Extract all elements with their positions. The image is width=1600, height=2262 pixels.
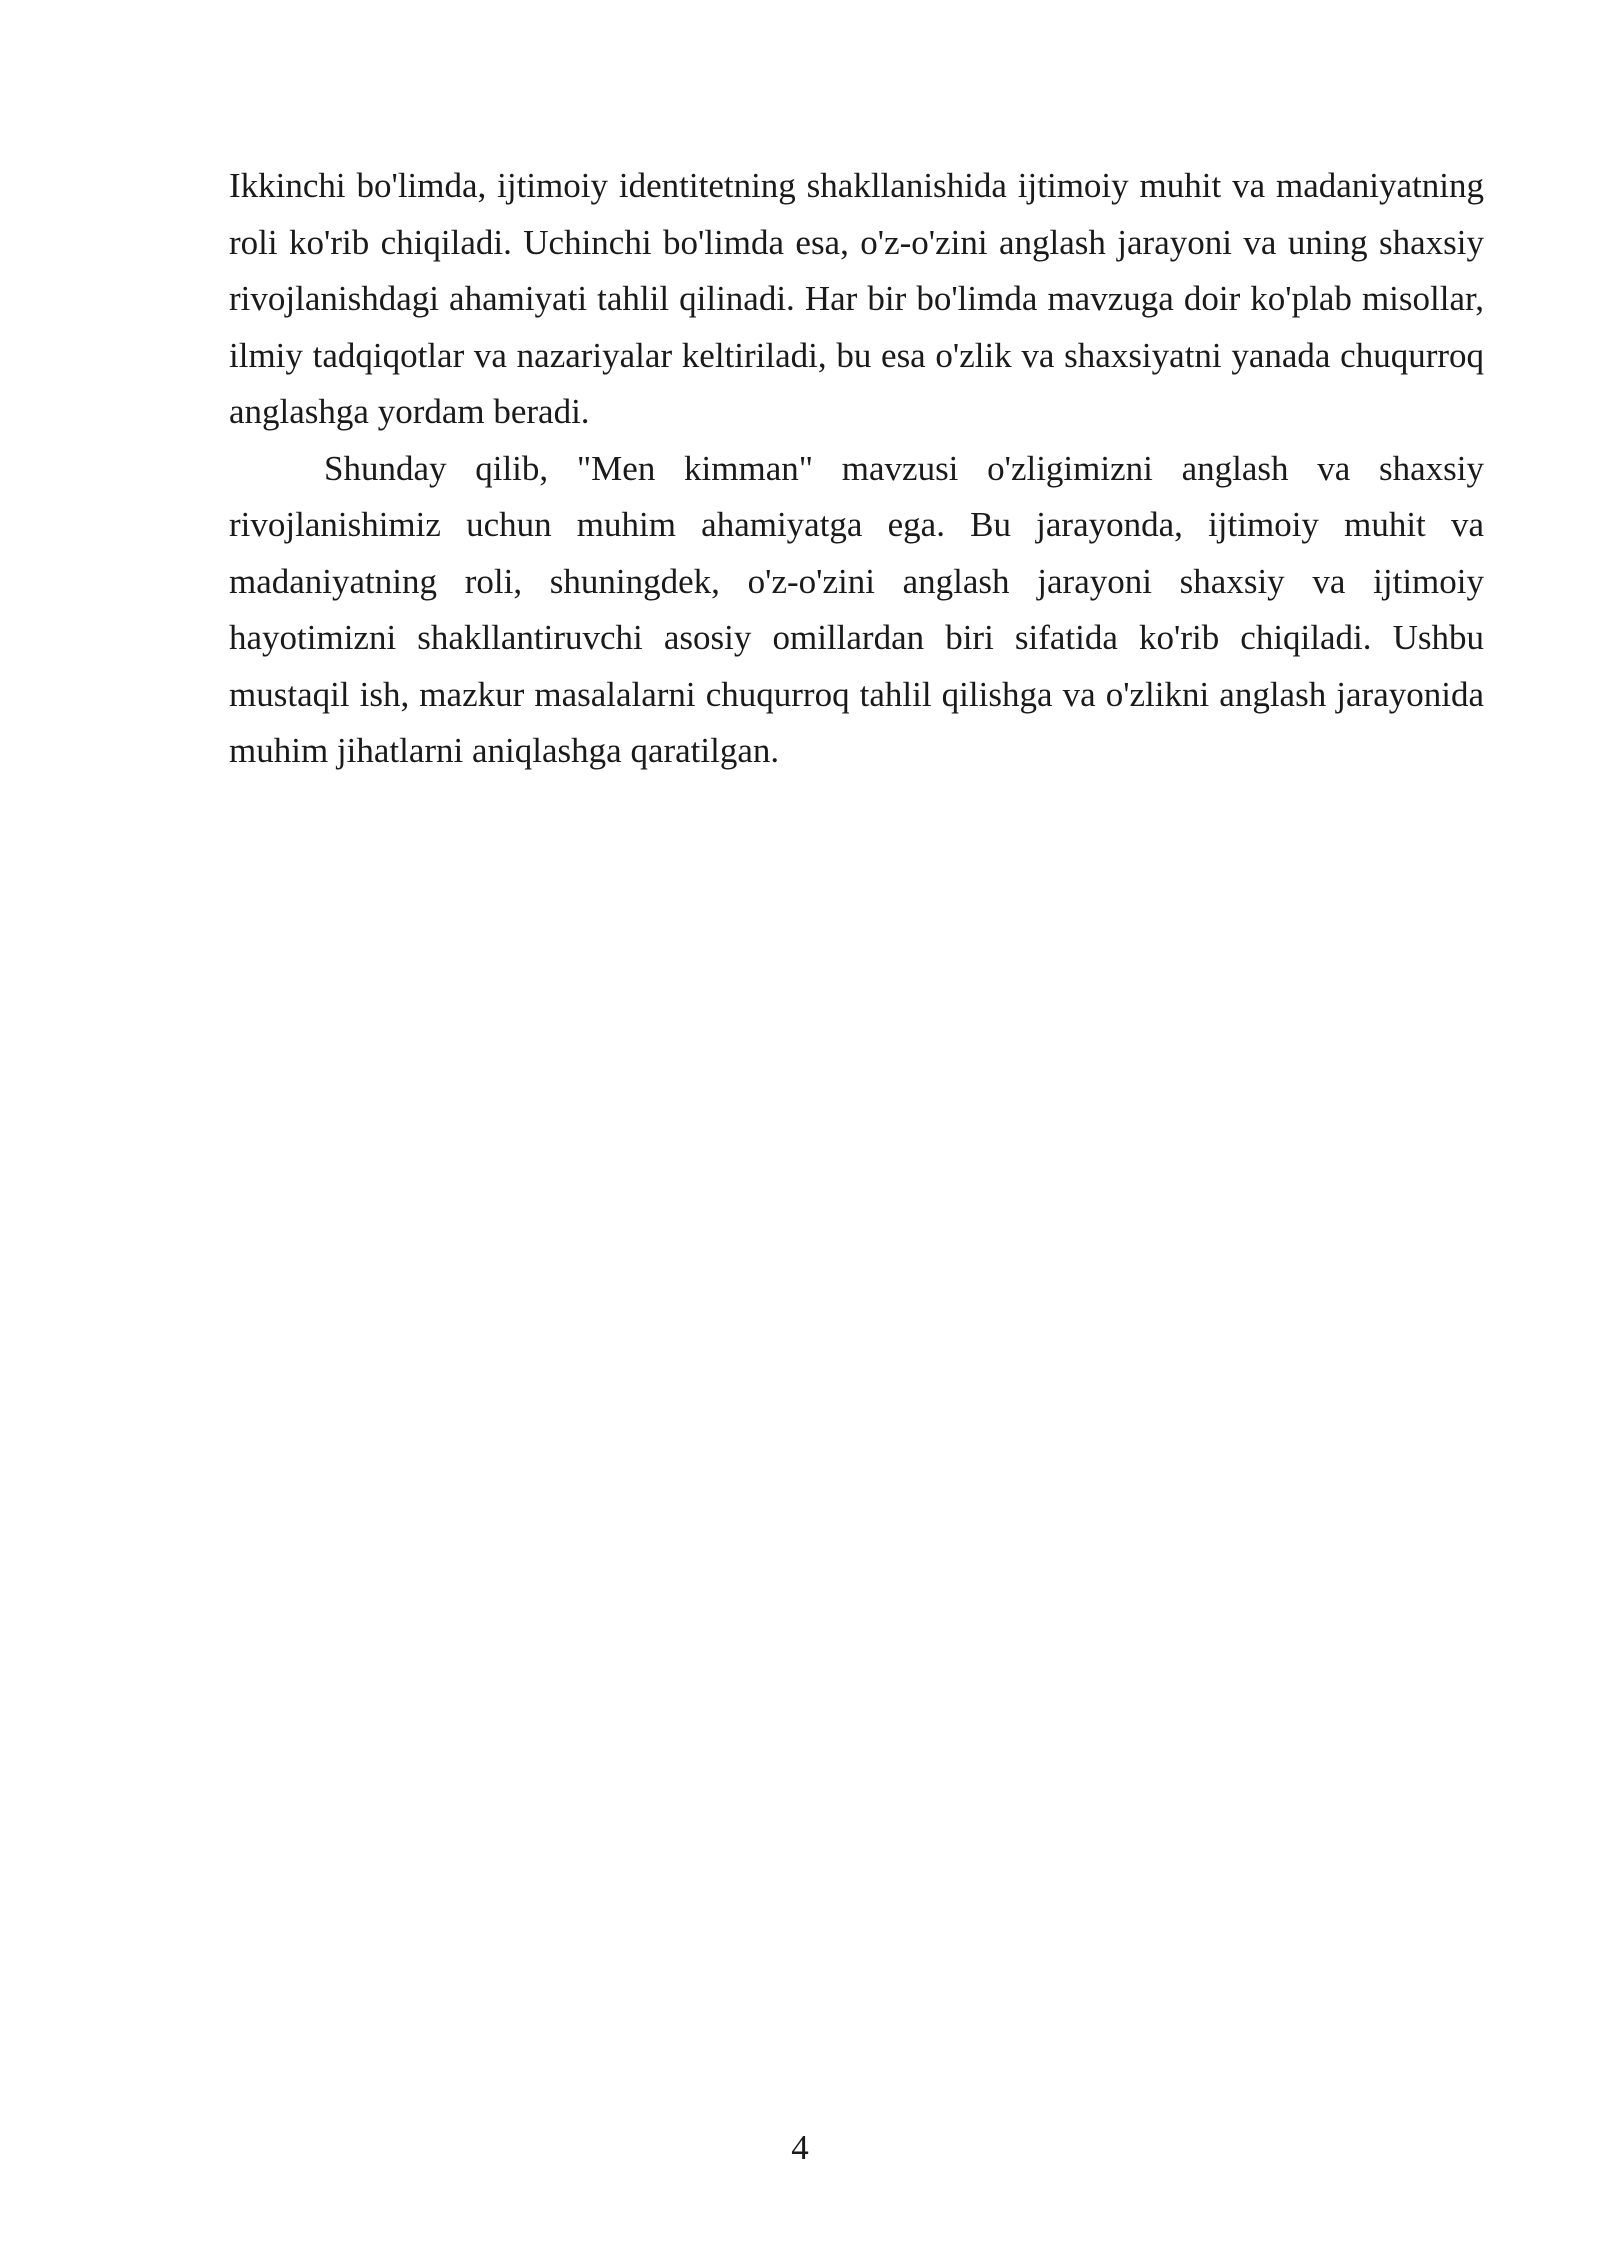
page-body — [229, 158, 1484, 780]
page-number: 4 — [791, 2128, 809, 2167]
paragraph-sections-overview: Ikkinchi bo'limda, ijtimoiy identitetning shakllanishida ijtimoiy muhit va madaniyatning roli ko'rib chiqiladi. Uchinchi bo'limda esa, o'z-o'zini anglash jarayoni va uning shaxsiy rivojlanishdagi ahamiyati tahlil qilinadi. Har bir bo'limda mavzuga doir ko'plab misollar, ilmiy tadqiqotlar va nazariyalar keltiriladi, bu esa o'zlik va shaxsiyatni yanada chuqurroq anglashga yordam beradi. — [229, 166, 1484, 431]
paragraph-conclusion: Shunday qilib, "Men kimman" mavzusi o'zligimizni anglash va shaxsiy rivojlanishimiz uchun muhim ahamiyatga ega. Bu jarayonda, ijtimoiy muhit va madaniyatning roli, shuningdek, o'z-o'zini anglash jarayoni shaxsiy va ijtimoiy hayotimizni shakllantiruvchi asosiy omillardan biri sifatida ko'rib chiqiladi. Ushbu mustaqil ish, mazkur masalalarni chuqurroq tahlil qilishga va o'zlikni anglash jarayonida muhim jihatlarni aniqlashga qaratilgan. — [229, 448, 1484, 770]
